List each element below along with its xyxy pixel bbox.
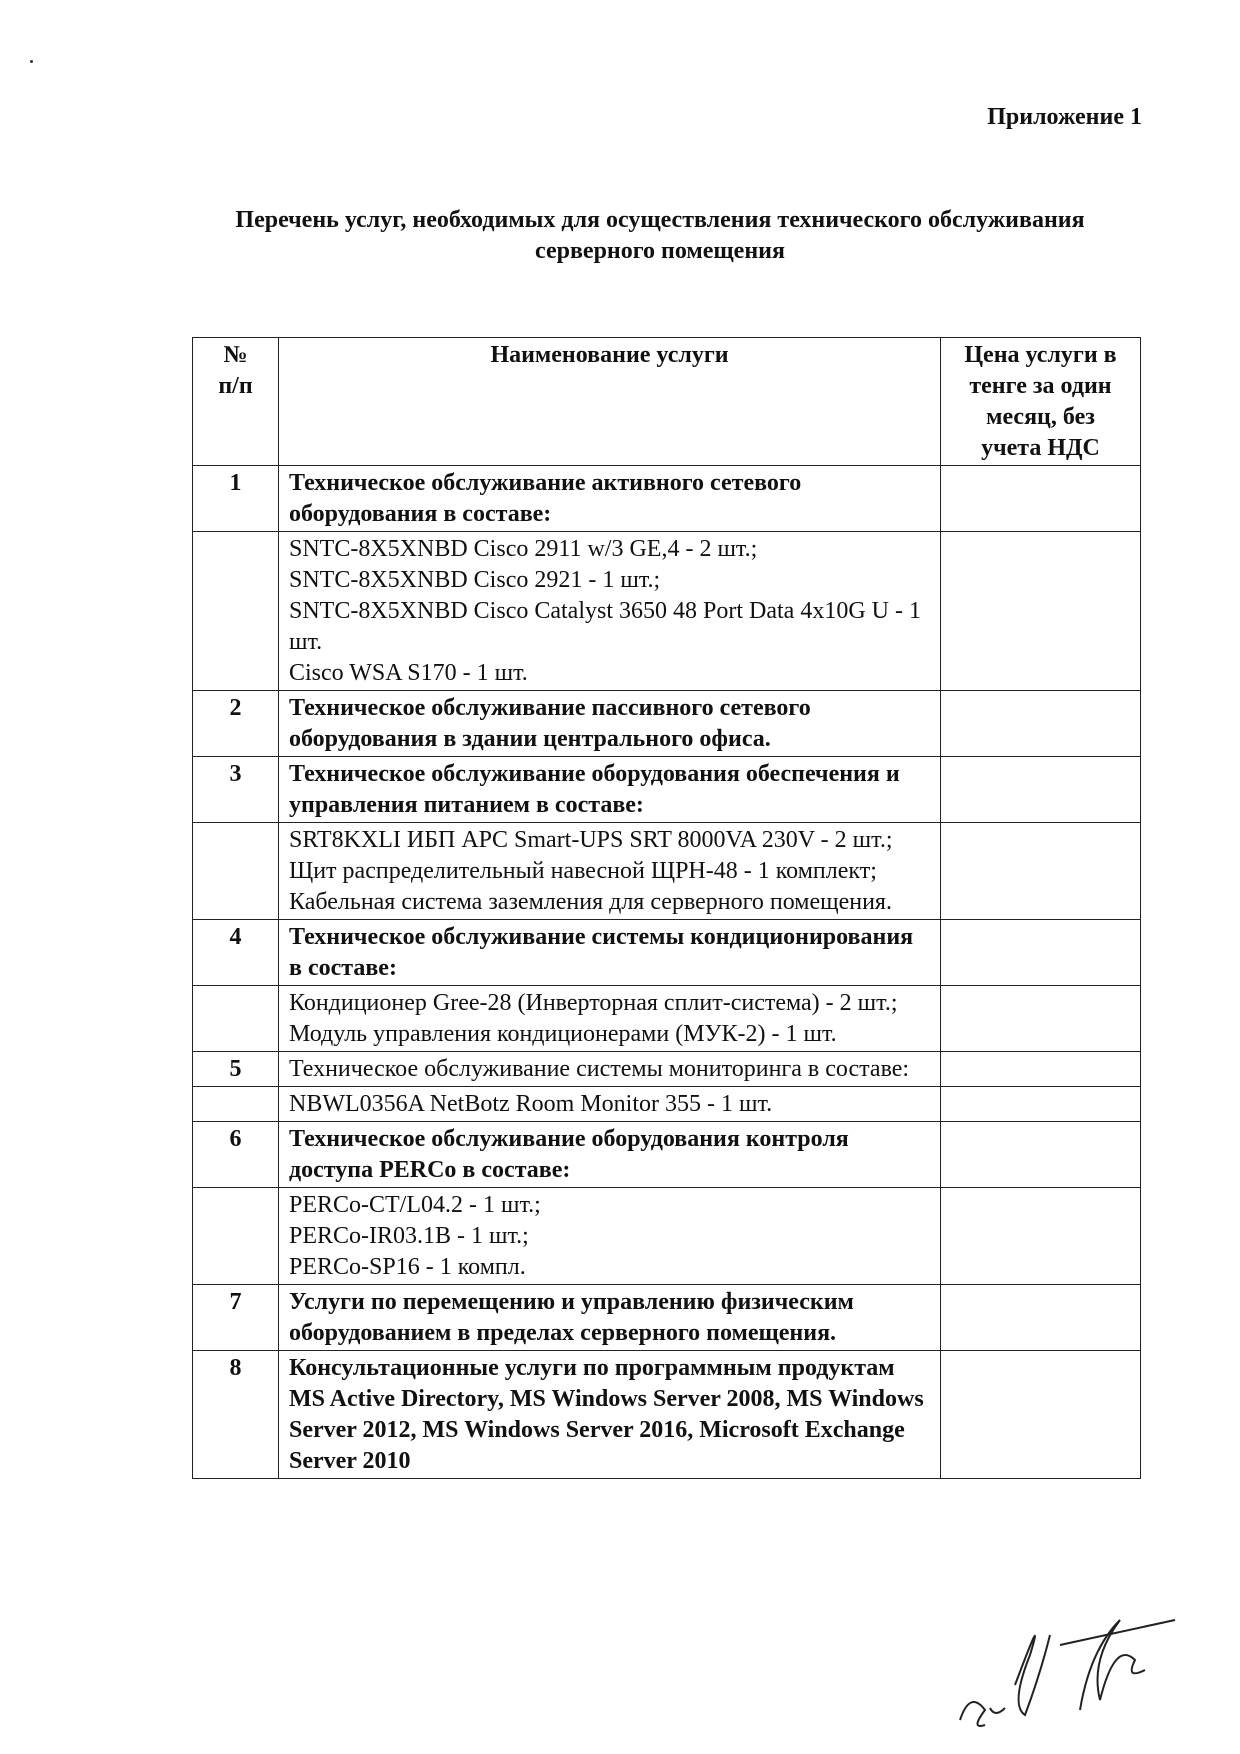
price-cell xyxy=(941,920,1141,986)
document-title xyxy=(160,205,1160,267)
table-row xyxy=(193,466,1141,532)
price-cell xyxy=(941,1188,1141,1285)
title-line: Перечень услуг, необходимых для осуществления технического обслуживания xyxy=(235,207,1085,233)
row-number: 5 xyxy=(193,1052,279,1087)
row-number-empty xyxy=(193,532,279,691)
price-cell xyxy=(941,691,1141,757)
table-row-items xyxy=(193,823,1141,920)
table-body xyxy=(193,466,1141,1479)
price-cell xyxy=(941,1351,1141,1479)
equipment-item: SNTC-8X5XNBD Cisco 2911 w/3 GE,4 - 2 шт.; xyxy=(289,536,758,562)
service-title: Техническое обслуживание системы мониторинга в составе: xyxy=(279,1052,941,1087)
row-number-empty xyxy=(193,823,279,920)
header-name: Наименование услуги xyxy=(279,338,941,466)
table-row xyxy=(193,1285,1141,1351)
header-price-line: учета НДС xyxy=(981,435,1100,461)
service-items xyxy=(279,823,941,920)
header-num xyxy=(193,338,279,466)
row-number: 8 xyxy=(193,1351,279,1479)
service-title: Техническое обслуживание активного сетевого оборудования в составе: xyxy=(279,466,941,532)
header-price-line: месяц, без xyxy=(986,404,1095,430)
service-title: Консультационные услуги по программным продуктам MS Active Directory, MS Windows Server 2008, MS Windows Server 2012, MS Windows Server 2016, Microsoft Exchange Server 2010 xyxy=(279,1351,941,1479)
row-number-empty xyxy=(193,1087,279,1122)
price-cell xyxy=(941,1122,1141,1188)
price-cell xyxy=(941,986,1141,1052)
price-cell xyxy=(941,466,1141,532)
table-row xyxy=(193,757,1141,823)
table-row xyxy=(193,1351,1141,1479)
price-cell xyxy=(941,1052,1141,1087)
title-line: серверного помещения xyxy=(535,238,785,264)
equipment-item: PERCo-IR03.1B - 1 шт.; xyxy=(289,1223,529,1249)
row-number-empty xyxy=(193,986,279,1052)
equipment-item: Кабельная система заземления для серверного помещения. xyxy=(289,889,892,915)
service-title: Техническое обслуживание пассивного сетевого оборудования в здании центрального офиса. xyxy=(279,691,941,757)
services-table xyxy=(192,337,1141,1479)
price-cell xyxy=(941,1087,1141,1122)
price-cell xyxy=(941,823,1141,920)
equipment-item: Кондиционер Gree-28 (Инверторная сплит-система) - 2 шт.; xyxy=(289,990,898,1016)
price-cell xyxy=(941,757,1141,823)
table-row-items xyxy=(193,986,1141,1052)
row-number: 2 xyxy=(193,691,279,757)
table-row xyxy=(193,920,1141,986)
table-row-items xyxy=(193,1188,1141,1285)
row-number: 7 xyxy=(193,1285,279,1351)
equipment-item: PERCo-CT/L04.2 - 1 шт.; xyxy=(289,1192,541,1218)
header-price-line: тенге за один xyxy=(969,373,1112,399)
row-number: 6 xyxy=(193,1122,279,1188)
equipment-item: Модуль управления кондиционерами (МУК-2) - 1 шт. xyxy=(289,1021,837,1047)
row-number: 3 xyxy=(193,757,279,823)
equipment-item: SRT8KXLI ИБП APC Smart-UPS SRT 8000VA 230V - 2 шт.; xyxy=(289,827,893,853)
table-row xyxy=(193,691,1141,757)
service-title: Техническое обслуживание системы кондиционирования в составе: xyxy=(279,920,941,986)
equipment-item: NBWL0356A NetBotz Room Monitor 355 - 1 шт. xyxy=(289,1091,773,1117)
header-num-line: п/п xyxy=(218,373,253,399)
equipment-item: Cisco WSA S170 - 1 шт. xyxy=(289,660,528,686)
header-num-line: № xyxy=(223,342,248,368)
service-title: Техническое обслуживание оборудования контроля доступа PERCo в составе: xyxy=(279,1122,941,1188)
price-cell xyxy=(941,532,1141,691)
table-header-row xyxy=(193,338,1141,466)
signature-image xyxy=(940,1590,1180,1740)
row-number: 4 xyxy=(193,920,279,986)
service-items xyxy=(279,986,941,1052)
header-price-line: Цена услуги в xyxy=(964,342,1117,368)
equipment-item: SNTC-8X5XNBD Cisco 2921 - 1 шт.; xyxy=(289,567,661,593)
table-row xyxy=(193,1122,1141,1188)
header-price xyxy=(941,338,1141,466)
equipment-item: PERCo-SP16 - 1 компл. xyxy=(289,1254,526,1280)
equipment-item: Щит распределительный навесной ЩРН-48 - 1 комплект; xyxy=(289,858,877,884)
service-title: Услуги по перемещению и управлению физическим оборудованием в пределах серверного помещения. xyxy=(279,1285,941,1351)
table-row-items xyxy=(193,1087,1141,1122)
service-items xyxy=(279,532,941,691)
price-cell xyxy=(941,1285,1141,1351)
row-number-empty xyxy=(193,1188,279,1285)
table-row-items xyxy=(193,532,1141,691)
service-items xyxy=(279,1087,941,1122)
table-row xyxy=(193,1052,1141,1087)
scan-mark xyxy=(30,60,33,63)
service-title: Техническое обслуживание оборудования обеспечения и управления питанием в составе: xyxy=(279,757,941,823)
row-number: 1 xyxy=(193,466,279,532)
equipment-item: SNTC-8X5XNBD Cisco Catalyst 3650 48 Port Data 4x10G U - 1 шт. xyxy=(289,598,921,655)
service-items xyxy=(279,1188,941,1285)
appendix-label: Приложение 1 xyxy=(987,104,1142,130)
